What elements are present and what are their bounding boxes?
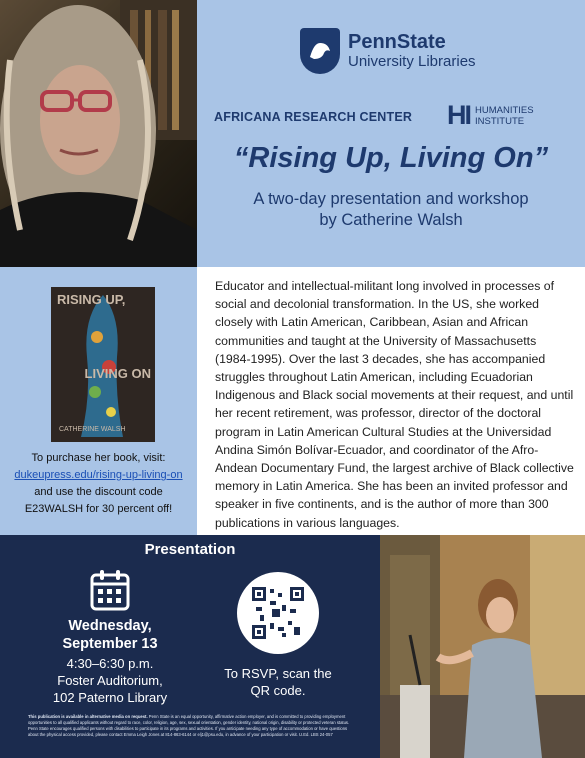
event-time: 4:30–6:30 p.m. xyxy=(66,656,154,671)
event-date-day: September 13 xyxy=(62,636,158,652)
presentation-panel xyxy=(0,535,380,758)
event-title: “Rising Up, Living On” xyxy=(233,142,549,174)
humanities-institute-logo xyxy=(447,100,534,131)
hi-logo-mark: HI xyxy=(447,100,470,130)
speaker-presenting-photo xyxy=(380,535,585,758)
book-cover-image xyxy=(51,287,155,442)
event-date xyxy=(0,617,220,653)
penn-state-logo xyxy=(300,28,476,74)
event-subtitle xyxy=(197,189,585,231)
rsvp-instructions xyxy=(206,665,350,699)
event-time-venue xyxy=(0,655,220,706)
qr-code-icon xyxy=(252,587,304,639)
purchase-line-2: and use the discount code xyxy=(34,486,163,498)
speaker-presenting-illustration xyxy=(380,535,585,758)
institute-line-1: HUMANITIES xyxy=(475,104,534,116)
purchase-info xyxy=(0,450,197,518)
rsvp-line-2: QR code. xyxy=(250,683,306,698)
event-venue-line-2: 102 Paterno Library xyxy=(52,690,168,705)
accessibility-disclaimer xyxy=(28,714,354,738)
nittany-lion-shield-icon xyxy=(300,28,340,74)
institute-line-2: INSTITUTE xyxy=(475,115,525,127)
book-cover-title-2: LIVING ON xyxy=(84,366,151,381)
book-cover-title-1: RISING UP, xyxy=(57,292,126,307)
rsvp-qr-code[interactable] xyxy=(237,572,319,654)
event-subtitle-line-1: A two-day presentation and workshop xyxy=(253,190,529,208)
calendar-icon xyxy=(89,568,131,617)
purchase-line-1: To purchase her book, visit: xyxy=(31,452,166,464)
disclaimer-body-text: Penn State is an equal opportunity, affirmative action employer, and is committed to providing employment opportunities to all qualified applicants without regard to race, color, religion, age, sex, sexual orientation, gender identity, national origin, disability or protected veteran status. Penn State encourages qualified persons with disabilities to participate in its programs and activities. If you anticipate needing any type of accommodation or have questions about the physical access provided, please contact Emma Leigh Jones at 814-863-6144 or elj1@psu.edu, in advance of your participation or visit. U.Ed. LBS 24-057 xyxy=(28,714,350,737)
purchase-line-3: E23WALSH for 30 percent off! xyxy=(24,503,173,515)
book-cover-art xyxy=(51,287,155,442)
book-panel xyxy=(0,267,197,535)
speaker-portrait-illustration xyxy=(0,0,197,267)
disclaimer-bold-text: This publication is available in alternative media on request. xyxy=(28,714,148,719)
speaker-bio: Educator and intellectual-militant long involved in processes of social and decolonial transformation. In the US, she worked closely with Latin American, Caribbean, Asian and African communities and taught at the University of Massachusetts (1984-1995). Over the last 3 decades, she has accompanied struggles throughout Latin American, including Ecuadorian Indigenous and Black social movements at their request, and until her recent retirement, was professor, director of the doctoral program in Latin American Cultural Studies at the Universidad Andina Simón Bolívar-Ecuador, and coordinator of the Afro-Andean Documentary Fund, the largest archive of Black collective memory in Latin America. She has been an invited professor and speaker in five continents, and is the author of more than 300 publications in various languages. xyxy=(215,279,574,530)
speaker-portrait-photo xyxy=(0,0,197,267)
event-venue-line-1: Foster Auditorium, xyxy=(57,673,163,688)
book-purchase-link[interactable]: dukeupress.edu/rising-up-living-on xyxy=(14,469,183,481)
org-name: PennState xyxy=(348,31,446,53)
event-subtitle-line-2: by Catherine Walsh xyxy=(319,211,463,229)
event-date-weekday: Wednesday, xyxy=(68,618,152,634)
book-cover-author: CATHERINE WALSH xyxy=(59,426,126,433)
presentation-heading: Presentation xyxy=(144,541,236,558)
africana-research-center-label: AFRICANA RESEARCH CENTER xyxy=(214,110,413,124)
org-subtitle: University Libraries xyxy=(348,53,476,70)
rsvp-line-1: To RSVP, scan the xyxy=(224,666,332,681)
header-panel xyxy=(197,0,585,267)
